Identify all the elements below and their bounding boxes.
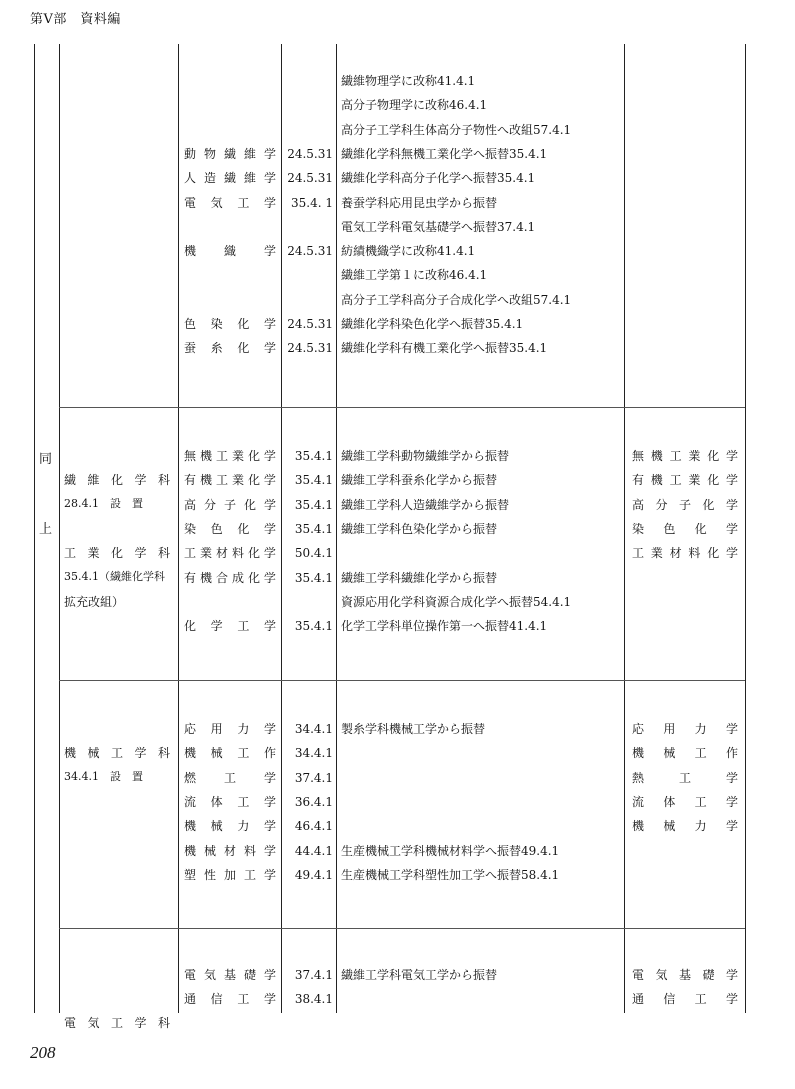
department-cell: 34.4.1 設 置 <box>64 770 143 783</box>
date-cell: 50.4.1 <box>294 546 333 560</box>
date-cell: 35.4.1 <box>294 473 333 487</box>
note-cell: 繊維物理学に改称41.4.1 <box>341 74 476 88</box>
department-cell: 28.4.1 設 置 <box>64 497 143 510</box>
note-cell: 製糸学科機械工学から振替 <box>341 722 486 736</box>
note-cell: 紡績機織学に改称41.4.1 <box>341 244 476 258</box>
subject-cell: 高 分 子 化 学 <box>184 498 276 512</box>
side-label-1: 同 <box>39 452 53 467</box>
date-cell: 24.5.31 <box>287 317 333 331</box>
column-divider <box>336 44 337 1013</box>
date-cell: 44.4.1 <box>294 844 333 858</box>
date-cell: 24.5.31 <box>287 147 333 161</box>
current-subject-cell: 工 業 材 料 化 学 <box>632 546 738 560</box>
date-cell: 38.4.1 <box>294 992 333 1006</box>
subject-cell: 蚕 糸 化 学 <box>184 341 276 355</box>
note-cell: 高分子工学科生体高分子物性へ改組57.4.1 <box>341 123 572 137</box>
subject-cell: 人 造 繊 維 学 <box>184 171 276 185</box>
date-cell: 35.4.1 <box>294 498 333 512</box>
subject-cell: 機 械 力 学 <box>184 819 276 833</box>
current-subject-cell: 無 機 工 業 化 学 <box>632 449 738 463</box>
subject-cell: 動 物 繊 維 学 <box>184 147 276 161</box>
date-cell: 24.5.31 <box>287 244 333 258</box>
note-cell: 養蚕学科応用昆虫学から振替 <box>341 196 498 210</box>
subject-cell: 流 体 工 学 <box>184 795 276 809</box>
current-subject-cell: 通 信 工 学 <box>632 992 738 1006</box>
date-cell: 34.4.1 <box>294 722 333 736</box>
department-cell: 工 業 化 学 科 <box>64 546 170 560</box>
note-cell: 生産機械工学科機械材料学へ振替49.4.1 <box>341 844 560 858</box>
subject-cell: 応 用 力 学 <box>184 722 276 736</box>
date-cell: 35.4.1 <box>294 522 333 536</box>
subject-cell: 化 学 工 学 <box>184 619 276 633</box>
note-cell: 繊維化学科染色化学へ振替35.4.1 <box>341 317 524 331</box>
subject-cell: 電 気 工 学 <box>184 196 276 210</box>
subject-cell: 色 染 化 学 <box>184 317 276 331</box>
department-cell: 繊 維 化 学 科 <box>64 473 170 487</box>
date-cell: 35.4.1 <box>294 449 333 463</box>
subject-cell: 電 気 基 礎 学 <box>184 968 276 982</box>
note-cell: 化学工学科単位操作第一へ振替41.4.1 <box>341 619 548 633</box>
current-subject-cell: 熱 工 学 <box>632 771 738 785</box>
subject-cell: 無 機 工 業 化 学 <box>184 449 276 463</box>
subject-cell: 塑 性 加 工 学 <box>184 868 276 882</box>
section-divider <box>59 407 745 408</box>
note-cell: 高分子物理学に改称46.4.1 <box>341 98 488 112</box>
date-cell: 24.5.31 <box>287 171 333 185</box>
note-cell: 繊維工学第１に改称46.4.1 <box>341 268 488 282</box>
current-subject-cell: 電 気 基 礎 学 <box>632 968 738 982</box>
subject-cell: 有 機 合 成 化 学 <box>184 571 276 585</box>
date-cell: 46.4.1 <box>294 819 333 833</box>
current-subject-cell: 機 械 力 学 <box>632 819 738 833</box>
note-cell: 繊維工学科人造繊維学から振替 <box>341 498 510 512</box>
note-cell: 繊維化学科無機工業化学へ振替35.4.1 <box>341 147 548 161</box>
table-border-right <box>745 44 746 1013</box>
column-divider <box>624 44 625 1013</box>
date-cell: 34.4.1 <box>294 746 333 760</box>
column-divider <box>59 44 60 1013</box>
note-cell: 繊維工学科繊維化学から振替 <box>341 571 498 585</box>
note-cell: 繊維工学科色染化学から振替 <box>341 522 498 536</box>
note-cell: 電気工学科電気基礎学へ振替37.4.1 <box>341 220 536 234</box>
subject-cell: 機 械 工 作 <box>184 746 276 760</box>
note-cell: 繊維化学科高分子化学へ振替35.4.1 <box>341 171 536 185</box>
department-cell: 35.4.1（繊維化学科 <box>64 570 165 583</box>
page-number: 208 <box>30 1043 56 1062</box>
current-subject-cell: 機 械 工 作 <box>632 746 738 760</box>
subject-cell: 工 業 材 料 化 学 <box>184 546 276 560</box>
date-cell: 24.5.31 <box>287 341 333 355</box>
section-divider <box>59 680 745 681</box>
column-divider <box>281 44 282 1013</box>
date-cell: 35.4.1 <box>294 619 333 633</box>
date-cell: 37.4.1 <box>294 771 333 785</box>
current-subject-cell: 有 機 工 業 化 学 <box>632 473 738 487</box>
current-subject-cell: 染 色 化 学 <box>632 522 738 536</box>
subject-cell: 有 機 工 業 化 学 <box>184 473 276 487</box>
page-header: 第Ⅴ部 資料編 <box>30 12 121 27</box>
side-label-2: 上 <box>39 522 53 537</box>
note-cell: 繊維工学科蚕糸化学から振替 <box>341 473 498 487</box>
note-cell: 繊維化学科有機工業化学へ振替35.4.1 <box>341 341 548 355</box>
subject-cell: 通 信 工 学 <box>184 992 276 1006</box>
department-cell: 機 械 工 学 科 <box>64 746 170 760</box>
note-cell: 繊維工学科動物繊維学から振替 <box>341 449 510 463</box>
note-cell: 生産機械工学科塑性加工学へ振替58.4.1 <box>341 868 560 882</box>
department-cell: 拡充改組） <box>64 595 125 609</box>
note-cell: 高分子工学科高分子合成化学へ改組57.4.1 <box>341 293 572 307</box>
date-cell: 36.4.1 <box>294 795 333 809</box>
subject-cell: 燃 工 学 <box>184 771 276 785</box>
date-cell: 35.4.1 <box>294 571 333 585</box>
current-subject-cell: 流 体 工 学 <box>632 795 738 809</box>
department-cell: 電 気 工 学 科 <box>64 1016 170 1030</box>
date-cell: 37.4.1 <box>294 968 333 982</box>
column-divider <box>178 44 179 1013</box>
current-subject-cell: 応 用 力 学 <box>632 722 738 736</box>
subject-cell: 機 織 学 <box>184 244 276 258</box>
subject-cell: 機 械 材 料 学 <box>184 844 276 858</box>
date-cell: 49.4.1 <box>294 868 333 882</box>
current-subject-cell: 高 分 子 化 学 <box>632 498 738 512</box>
note-cell: 繊維工学科電気工学から振替 <box>341 968 498 982</box>
section-divider <box>59 928 745 929</box>
subject-cell: 染 色 化 学 <box>184 522 276 536</box>
date-cell: 35.4. 1 <box>291 196 333 210</box>
note-cell: 資源応用化学科資源合成化学へ振替54.4.1 <box>341 595 572 609</box>
table-border-left <box>34 44 35 1013</box>
